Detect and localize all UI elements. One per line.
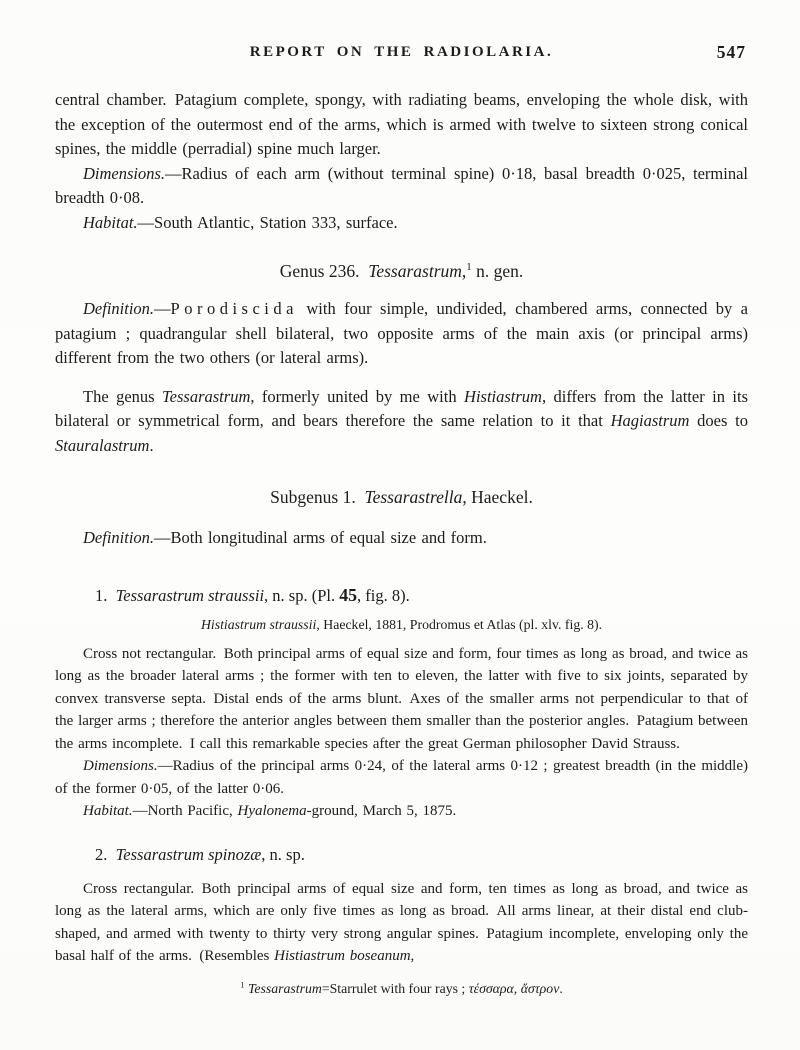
text-run: with four simple, undivided, chambered arms, connected by a patagium ; quadrangular shell bilateral, two opposite arms of the main axis (or principal arms) different from the two others (or lateral arms).	[55, 299, 748, 367]
text-run: Habitat.	[83, 803, 133, 819]
text-run: Tessarastrella	[364, 487, 463, 507]
text-run: 1	[466, 261, 472, 274]
text-run: —Radius of each arm (without terminal spine) 0·18, basal breadth 0·025, terminal breadth 0·08.	[55, 163, 748, 207]
text-run: Tessarastrum straussii	[115, 585, 265, 605]
species-1-heading	[55, 582, 748, 609]
text-run: Stauralastrum	[55, 435, 150, 455]
text-run: Definition.	[83, 528, 155, 547]
text-run: —Both longitudinal arms of equal size and form.	[154, 528, 487, 547]
text-run: does to	[689, 411, 749, 430]
text-run: 1	[240, 978, 245, 989]
text-run: Habitat.	[83, 212, 138, 232]
text-run: .	[149, 435, 154, 455]
text-run: Tessarastrum	[162, 386, 251, 406]
text-run: 45	[339, 584, 358, 605]
text-run: Histiastrum	[464, 386, 542, 406]
text-run: Tessarastrum	[247, 980, 322, 996]
text-run: =Starrulet with four rays ;	[321, 980, 469, 996]
text-run: Hagiastrum	[610, 411, 690, 430]
subgenus-heading	[55, 484, 748, 510]
species-1-description	[55, 643, 748, 756]
text-run: Hyalonema	[237, 803, 307, 819]
text-run: ,	[461, 261, 467, 281]
text-run: , Haeckel.	[462, 487, 533, 507]
text-run: Cross rectangular. Both principal arms of equal size and form, ten times as long as broad, and twice as long as the lateral arms, which are only five times as long as broad. All arms linear, at their distal end club-shaped, and armed with twenty to thirty very strong angular spines. Patagium incomplete, enveloping only the basal half of the arms. (Resembles	[55, 880, 748, 964]
genus-remark	[55, 385, 748, 459]
species-1-habitat	[55, 800, 748, 823]
continuation-paragraph	[55, 88, 748, 162]
habitat-paragraph-1	[55, 211, 748, 236]
text-run: , n. sp. (Pl.	[264, 585, 340, 605]
running-head	[55, 44, 748, 68]
text-run: Subgenus 1.	[270, 487, 365, 507]
text-run: , differs from the latter in its bilateral or symmetrical form, and bears therefore the same relation to it that	[55, 386, 748, 430]
species-1-dimensions	[55, 755, 748, 800]
text-run: Cross not rectangular. Both principal arms of equal size and form, four times as long as broad, and twice as long as the broader lateral arms ; the former with ten to eleven, the latter with five to six joints, separated by convex transverse septa. Distal ends of the arms blunt. Axes of the smaller arms not perpendicular to that of the larger arms ; therefore the anterior angles between them smaller than the posterior angles. Patagium between the arms incomplete. I call this remarkable species after the great German philosopher David Strauss.	[55, 645, 748, 752]
text-run: Definition.	[83, 299, 155, 318]
genus-heading	[55, 258, 748, 284]
footnote	[55, 979, 748, 999]
page-content	[55, 44, 748, 999]
text-run: —South Atlantic, Station 333, surface.	[137, 212, 398, 232]
text-run: τέσσαρα, ἄστρον	[468, 980, 560, 996]
text-run: Dimensions.	[83, 758, 158, 774]
subgenus-definition	[55, 526, 748, 551]
text-run: ,	[410, 948, 415, 964]
text-run: —North Pacific,	[132, 803, 238, 819]
text-run: Tessarastrum	[368, 261, 462, 281]
text-run: Histiastrum boseanum	[274, 948, 411, 964]
text-run: —Radius of the principal arms 0·24, of the lateral arms 0·12 ; greatest breadth (in the middle) of the former 0·05, of the latter 0·06.	[55, 758, 748, 797]
text-run: —	[154, 299, 171, 318]
text-run: 2.	[95, 844, 116, 864]
text-run: Histiastrum straussii	[200, 616, 317, 632]
text-run: , Haeckel, 1881, Prodromus et Atlas (pl. xlv. fig. 8).	[316, 616, 603, 632]
genus-definition	[55, 297, 748, 371]
text-run: Genus 236.	[279, 261, 369, 281]
text-run: Dimensions.	[83, 163, 166, 183]
page-number: 547	[716, 42, 746, 62]
species-1-synonymy	[55, 615, 748, 635]
text-run: , n. sp.	[261, 844, 305, 864]
text-run: 1.	[95, 585, 116, 605]
text-run: Porodiscida	[170, 299, 298, 318]
species-2-heading	[55, 842, 748, 868]
species-2-description	[55, 878, 748, 968]
text-run: , formerly united by me with	[250, 386, 465, 406]
page-title: REPORT ON THE RADIOLARIA.	[249, 44, 554, 60]
text-run: n. gen.	[471, 261, 524, 281]
text-run: central chamber. Patagium complete, spongy, with radiating beams, enveloping the whole disk, with the exception of the outermost end of the arms, which is armed with twelve to sixteen strong conical spines, the middle (perradial) spine much larger.	[55, 90, 748, 158]
dimensions-paragraph-1	[55, 162, 748, 211]
text-run: -ground, March 5, 1875.	[306, 803, 457, 819]
text-run: The genus	[83, 386, 163, 406]
text-run: Tessarastrum spinozæ	[115, 844, 262, 864]
text-run: .	[559, 980, 563, 996]
text-run: , fig. 8).	[357, 585, 410, 605]
